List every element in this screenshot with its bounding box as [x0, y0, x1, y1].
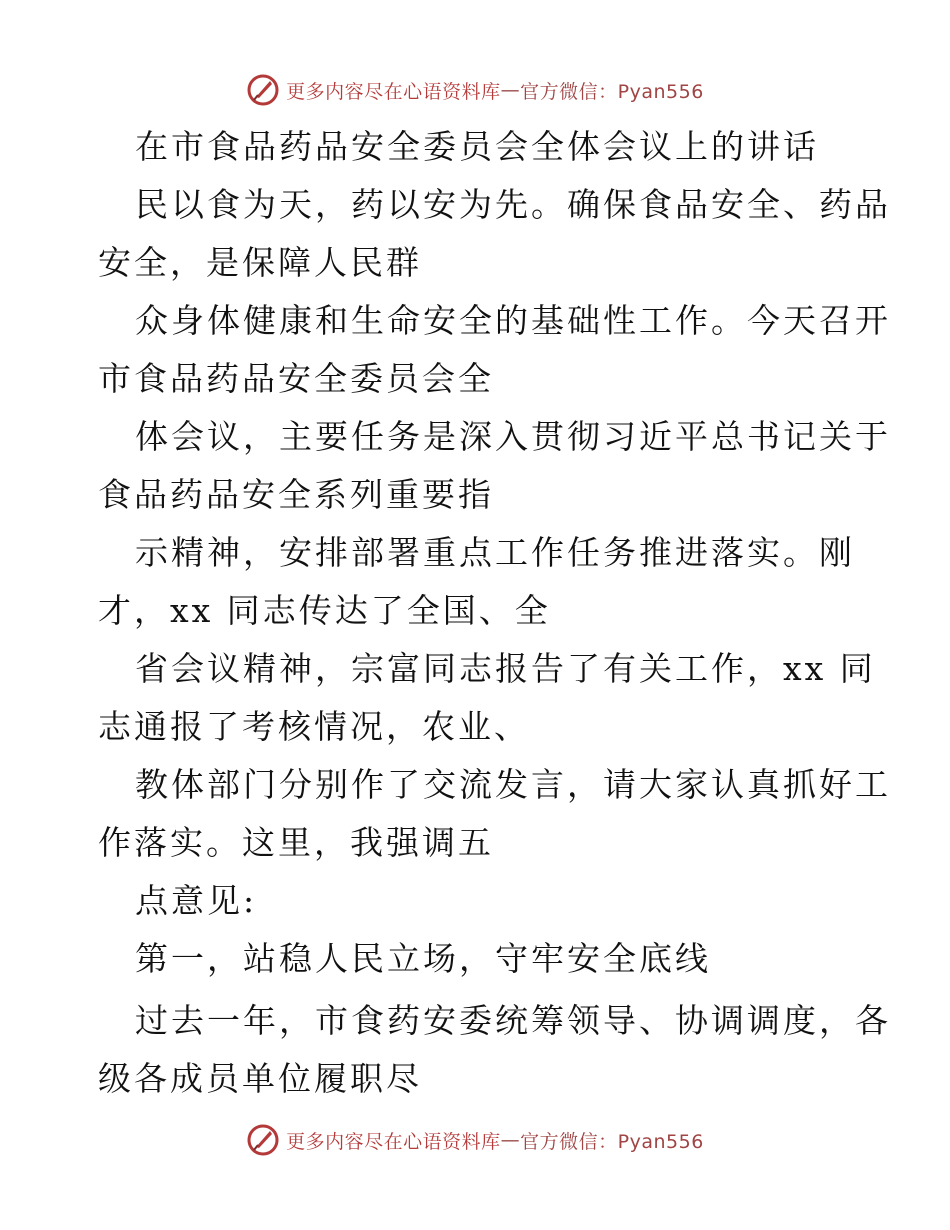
banner-main-text: 更多内容尽在心语资料库	[286, 80, 501, 103]
banner-dash: —	[500, 79, 521, 101]
paragraph-line: 教体部门分别作了交流发言，请大家认真抓好工	[135, 765, 891, 804]
paragraph-line: 过去一年，市食药安委统筹领导、协调调度，各	[135, 1001, 891, 1040]
paragraph-line: 示精神，安排部署重点工作任务推进落实。刚	[135, 533, 855, 572]
paragraph-line: 才，xx 同志传达了全国、全	[98, 591, 551, 630]
banner-main-text: 更多内容尽在心语资料库	[286, 1130, 501, 1153]
paragraph-line: 众身体健康和生命安全的基础性工作。今天召开	[135, 301, 891, 340]
paragraph-line: 志通报了考核情况，农业、	[98, 707, 530, 746]
document-title: 在市食品药品安全委员会全体会议上的讲话	[135, 127, 819, 166]
paragraph-line: 点意见:	[135, 881, 258, 920]
paragraph-line: 作落实。这里，我强调五	[98, 823, 494, 862]
paragraph-line: 市食品药品安全委员会全	[98, 359, 494, 398]
section-heading: 第一，站稳人民立场，守牢安全底线	[135, 939, 711, 978]
banner-dash: —	[500, 1129, 521, 1151]
paragraph-line: 食品药品安全系列重要指	[98, 475, 494, 514]
paragraph-line: 体会议，主要任务是深入贯彻习近平总书记关于	[135, 417, 891, 456]
footer-watermark-banner	[0, 1118, 950, 1162]
quill-circle-icon	[246, 1123, 280, 1157]
paragraph-line: 民以食为天，药以安为先。确保食品安全、药品	[135, 185, 891, 224]
paragraph-line: 级各成员单位履职尽	[98, 1059, 422, 1098]
paragraph-line: 省会议精神，宗富同志报告了有关工作，xx 同	[135, 649, 876, 688]
banner-official-text: 官方微信：Pyan556	[520, 80, 704, 103]
banner-official-text: 官方微信：Pyan556	[520, 1130, 704, 1153]
paragraph-line: 安全，是保障人民群	[98, 243, 422, 282]
